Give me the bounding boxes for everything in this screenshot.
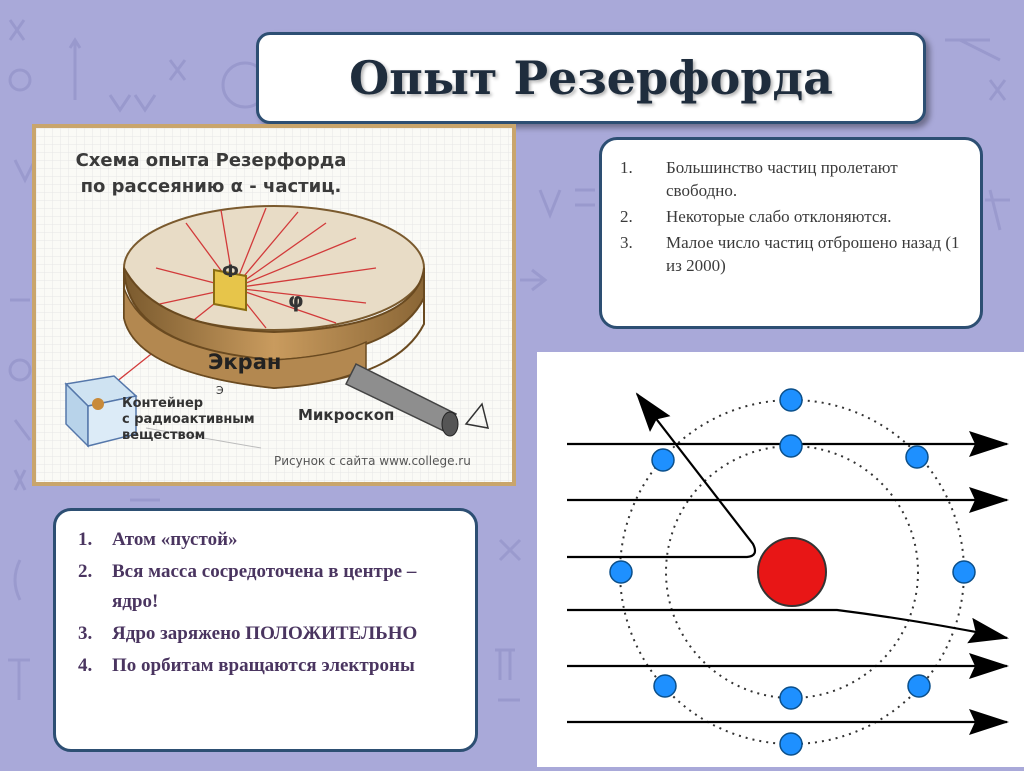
list-item-text: Большинство частиц пролетают свободно. [666, 158, 898, 200]
list-item [78, 619, 463, 649]
list-item-text: Малое число частиц отброшено назад (1 из 2000) [666, 233, 960, 275]
title-box [256, 32, 926, 124]
conclusions-box [53, 508, 478, 752]
alpha-track-deflected [567, 610, 1007, 638]
label-microscope: Микроскоп [298, 406, 395, 424]
nucleus [758, 538, 826, 606]
label-container-line3: веществом [122, 428, 206, 443]
scheme-caption-line2: по рассеянию α - частиц. [80, 176, 342, 197]
atom-model-panel [537, 352, 1024, 767]
scheme-caption-line1: Схема опыта Резерфорда [75, 150, 347, 171]
alpha-track-backscattered [567, 394, 755, 557]
list-item-number: 3. [620, 233, 633, 252]
scheme-illustration-frame [32, 124, 516, 486]
list-item-text: Атом «пустой» [112, 529, 238, 550]
list-item [78, 525, 463, 555]
atom-model-diagram [537, 352, 1024, 767]
list-item-number: 3. [78, 623, 93, 644]
conclusions-list [78, 525, 463, 681]
label-container-line1: Контейнер [122, 396, 204, 411]
label-phi-left: Ф [222, 262, 239, 282]
electron [780, 435, 802, 457]
list-item-number: 2. [78, 561, 93, 582]
list-item-text: По орбитам вращаются электроны [112, 655, 415, 676]
electron [780, 687, 802, 709]
label-phi-right: φ [288, 288, 304, 312]
electron [654, 675, 676, 697]
electron [953, 561, 975, 583]
list-item-number: 1. [620, 158, 633, 177]
electron [610, 561, 632, 583]
scheme-caption [36, 148, 386, 200]
label-container [122, 396, 255, 444]
electron [908, 675, 930, 697]
label-small-e: Э [216, 384, 224, 397]
list-item-text: Вся масса сосредоточена в центре – ядро! [112, 561, 417, 612]
image-credit: Рисунок с сайта www.college.ru [274, 454, 471, 468]
list-item [620, 205, 966, 228]
slide-title: Опыт Резерфорда [349, 51, 833, 105]
list-item [78, 651, 463, 681]
scheme-illustration [36, 128, 512, 482]
list-item-number: 4. [78, 655, 93, 676]
label-container-line2: с радиоактивным [122, 412, 255, 427]
observations-box [599, 137, 983, 329]
observations-list [620, 156, 966, 277]
electron [906, 446, 928, 468]
electron [780, 733, 802, 755]
label-screen: Экран [208, 350, 282, 374]
electron [780, 389, 802, 411]
list-item [620, 156, 966, 202]
list-item-text: Ядро заряжено ПОЛОЖИТЕЛЬНО [112, 623, 418, 644]
list-item-number: 1. [78, 529, 93, 550]
list-item [620, 231, 966, 277]
list-item-number: 2. [620, 207, 633, 226]
list-item [78, 557, 463, 617]
electron [652, 449, 674, 471]
list-item-text: Некоторые слабо отклоняются. [666, 207, 892, 226]
